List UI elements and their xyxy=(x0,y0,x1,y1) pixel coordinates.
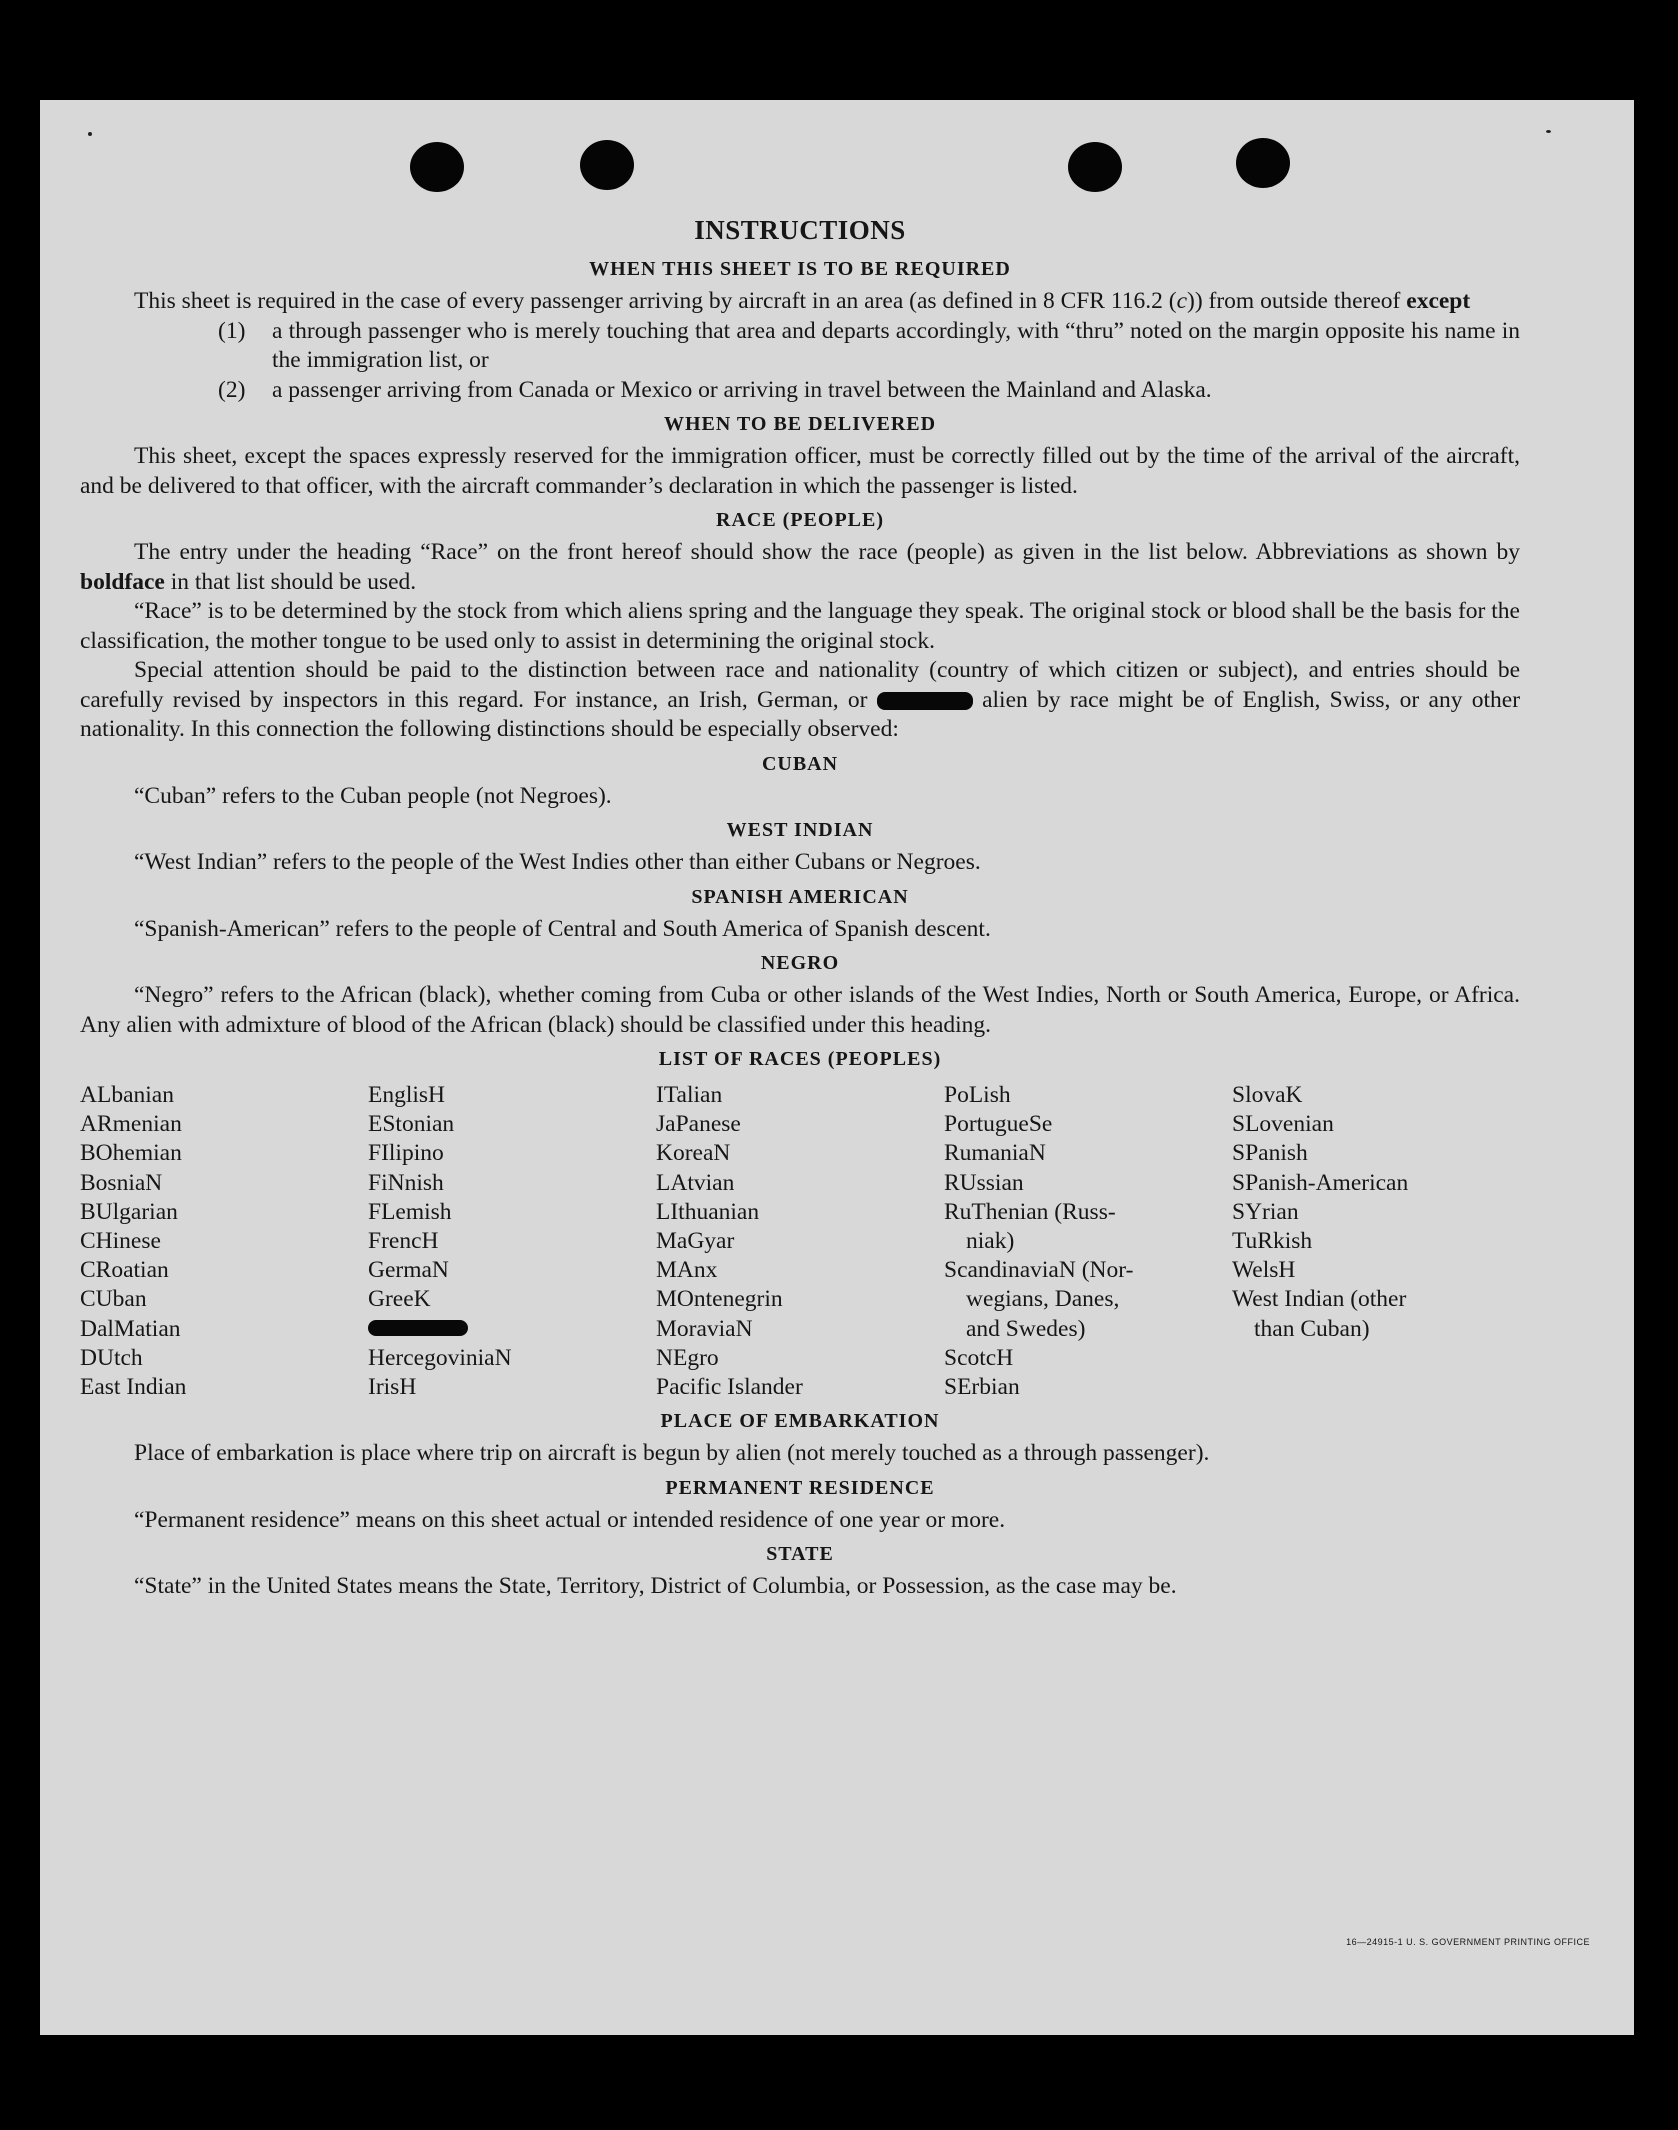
paragraph: “Race” is to be determined by the stock from which aliens spring and the language they speak. The original stock or blood shall be the basis for the classification, the mother tongue to be used only to assist in determining the original stock. xyxy=(80,598,1520,654)
races-column xyxy=(656,1081,944,1402)
race-entry: SYrian xyxy=(1232,1198,1299,1225)
document-sheet xyxy=(40,100,1634,2035)
section-heading: STATE xyxy=(766,1543,834,1566)
paragraph: Place of embarkation is place where trip on aircraft is begun by alien (not merely touched as a through passenger). xyxy=(134,1440,1210,1467)
races-column xyxy=(944,1081,1232,1402)
punch-hole xyxy=(1068,142,1122,192)
paper-speck xyxy=(1546,130,1551,133)
race-entry: DalMatian xyxy=(80,1315,181,1342)
section-heading: PERMANENT RESIDENCE xyxy=(665,1476,935,1499)
race-entry: Pacific Islander xyxy=(656,1374,803,1401)
race-entry: MoraviaN xyxy=(656,1315,753,1342)
race-entry: ITalian xyxy=(656,1082,723,1108)
race-entry: RumaniaN xyxy=(944,1140,1046,1167)
section-heading: WEST INDIAN xyxy=(726,819,874,841)
race-entry: MAnx xyxy=(656,1257,718,1284)
races-column xyxy=(1232,1081,1520,1402)
race-entry: niak) xyxy=(966,1228,1015,1255)
race-entry: PoLish xyxy=(944,1082,1011,1108)
redaction-mark xyxy=(368,1320,468,1336)
race-entry: RuThenian (Russ- xyxy=(944,1198,1116,1225)
race-entry: SLovenian xyxy=(1232,1111,1334,1138)
race-entry: West Indian (other xyxy=(1232,1286,1407,1313)
race-entry: WelsH xyxy=(1232,1257,1296,1284)
race-entry: FIlipino xyxy=(368,1140,444,1167)
race-entry: FLemish xyxy=(368,1198,452,1225)
race-entry: BUlgarian xyxy=(80,1198,178,1225)
paragraph: “Permanent residence” means on this sheet actual or intended residence of one year or more. xyxy=(134,1506,1006,1533)
race-entry: IrisH xyxy=(368,1374,417,1401)
list-item: (2) a passenger arriving from Canada or Mexico or arriving in travel between the Mainland and Alaska. xyxy=(218,376,1212,403)
section-heading: RACE (PEOPLE) xyxy=(716,509,884,531)
section-heading: WHEN THIS SHEET IS TO BE REQUIRED xyxy=(589,258,1011,280)
race-entry: GermaN xyxy=(368,1257,449,1284)
race-entry: KoreaN xyxy=(656,1140,731,1167)
paragraph: “State” in the United States means the State, Territory, District of Columbia, or Possession, as the case may be. xyxy=(134,1573,1177,1600)
race-entry: BOhemian xyxy=(80,1140,182,1167)
instructions-content xyxy=(80,215,1520,1602)
race-entry: FrencH xyxy=(368,1228,439,1255)
race-entry: ScotcH xyxy=(944,1344,1014,1371)
race-entry: HercegoviniaN xyxy=(368,1344,512,1371)
race-entry: LIthuanian xyxy=(656,1198,760,1225)
page-title: INSTRUCTIONS xyxy=(694,215,906,245)
race-entry: MaGyar xyxy=(656,1228,735,1255)
race-entry: GreeK xyxy=(368,1286,431,1313)
punch-hole xyxy=(1236,138,1290,188)
race-entry: CUban xyxy=(80,1286,147,1313)
race-entry: ScandinaviaN (Nor- xyxy=(944,1257,1134,1284)
race-entry: MOntenegrin xyxy=(656,1286,783,1313)
punch-hole xyxy=(580,140,634,190)
race-entry: JaPanese xyxy=(656,1111,741,1138)
redaction-mark xyxy=(877,692,973,710)
race-entry: PortugueSe xyxy=(944,1111,1053,1138)
paragraph: The entry under the heading “Race” on the front hereof should show the race (people) as given in the list below. Abbreviations as shown by boldface in that list should be used. xyxy=(80,539,1520,595)
race-entry: RUssian xyxy=(944,1169,1024,1196)
race-entry: LAtvian xyxy=(656,1169,735,1196)
section-heading: LIST OF RACES (PEOPLES) xyxy=(658,1048,942,1070)
punch-hole xyxy=(410,142,464,192)
race-entry: EnglisH xyxy=(368,1082,446,1108)
race-entry: NEgro xyxy=(656,1344,719,1371)
paper-speck xyxy=(88,132,92,136)
race-entry: SPanish xyxy=(1232,1140,1308,1167)
paragraph: This sheet, except the spaces expressly reserved for the immigration officer, must be correctly filled out by the time of the arrival of the aircraft, and be delivered to that officer, with the aircraft commander’s declaration in which the passenger is listed. xyxy=(80,443,1520,499)
paragraph: “Negro” refers to the African (black), whether coming from Cuba or other islands of the West Indies, North or South America, Europe, or Africa. Any alien with admixture of blood of the African (black) should be classified under this heading. xyxy=(80,982,1520,1038)
races-column xyxy=(80,1081,368,1402)
list-item: (1) a through passenger who is merely touching that area and departs accordingly, with “thru” noted on the margin opposite his name in the immigration list, or xyxy=(218,317,1520,373)
race-entry: FiNnish xyxy=(368,1169,444,1196)
race-entry: CRoatian xyxy=(80,1257,169,1284)
section-heading: PLACE OF EMBARKATION xyxy=(660,1410,940,1433)
race-entry: TuRkish xyxy=(1232,1228,1313,1255)
section-heading: WHEN TO BE DELIVERED xyxy=(663,413,937,435)
paragraph: “Cuban” refers to the Cuban people (not Negroes). xyxy=(134,782,612,809)
race-entry: and Swedes) xyxy=(966,1315,1086,1342)
redacted-entry xyxy=(368,1315,656,1344)
race-entry: ALbanian xyxy=(80,1082,174,1108)
section-heading: CUBAN xyxy=(761,752,839,775)
race-entry: SlovaK xyxy=(1232,1082,1303,1108)
printer-imprint: 16—24915-1 U. S. GOVERNMENT PRINTING OFFICE xyxy=(1346,1937,1590,1947)
paragraph: “Spanish-American” refers to the people of Central and South America of Spanish descent. xyxy=(134,915,991,942)
paragraph: This sheet is required in the case of every passenger arriving by aircraft in an area (as defined in 8 CFR 116.2 (c)) from outside thereof except xyxy=(134,288,1471,314)
race-entry: than Cuban) xyxy=(1254,1315,1370,1342)
race-entry: ARmenian xyxy=(80,1111,182,1138)
race-entry: East Indian xyxy=(80,1374,187,1401)
race-entry: BosniaN xyxy=(80,1169,163,1196)
race-entry: wegians, Danes, xyxy=(966,1286,1120,1313)
races-list xyxy=(80,1081,1520,1402)
paragraph: “West Indian” refers to the people of the West Indies other than either Cubans or Negroes. xyxy=(134,849,981,875)
race-entry: DUtch xyxy=(80,1344,143,1371)
race-entry: SPanish-American xyxy=(1232,1169,1409,1196)
section-heading: SPANISH AMERICAN xyxy=(691,885,909,908)
race-entry: EStonian xyxy=(368,1111,455,1138)
section-heading: NEGRO xyxy=(760,952,840,974)
races-column xyxy=(368,1081,656,1402)
race-entry: CHinese xyxy=(80,1228,161,1255)
race-entry: SErbian xyxy=(944,1374,1020,1401)
paragraph: Special attention should be paid to the distinction between race and nationality (country of which citizen or subject), and entries should be carefully revised by inspectors in this regard. For instance, an Irish, German, or alien by race might be of English, Swiss, or any other nationality. In this connection the following distinctions should be especially observed: xyxy=(80,657,1521,742)
